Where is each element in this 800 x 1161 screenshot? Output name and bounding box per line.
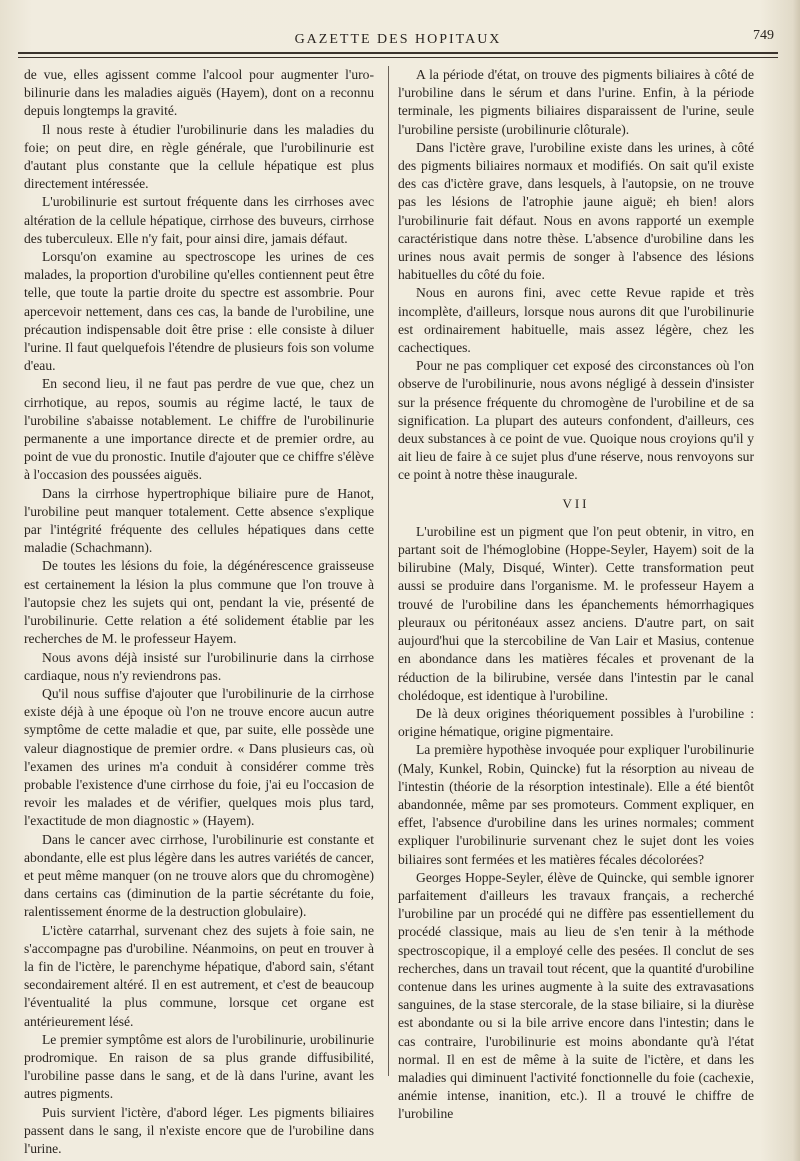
paragraph: Qu'il nous suffise d'ajouter que l'urobilinurie de la cirrhose existe déjà à une époque où l'on ne trouve encore aucun autre symptôme de cette maladie et que, par suite, elle possède une valeur diagnostique de premier ordre. « Dans plusieurs cas, où l'examen des urines m'a conduit à considérer comme très probable l'existence d'une cirrhose du foie, j'ai eu l'occasion de revoir les malades et de vérifier, quelques mois plus tard, l'exactitude de mon diagnostic » (Hayem). [24,685,374,829]
paragraph: En second lieu, il ne faut pas perdre de vue que, chez un cirrhotique, au repos, soumis au régime lacté, le taux de l'urobiline s'abaisse notablement. Le chiffre de l'urobilinurie permanente a une importance directe et de premier ordre, au point de vue du pronostic. Inutile d'ajouter que ce chiffre s'élève à l'occasion des poussées aiguës. [24,376,374,483]
paragraph: L'urobiline est un pigment que l'on peut obtenir, in vitro, en partant soit de l'hémoglobine (Hoppe-Seyler, Hayem) soit de la bilirubine (Maly, Disqué, Winter). Cette transformation peut aussi se produire dans l'organisme. M. le professeur Hayem a trouvé de l'urobiline dans les épanchements hémorrhagiques pleuraux ou péritonéaux assez anciens. D'autre part, on sait aujourd'hui que la stercobiline de Van Lair et Masius, contenue en abondance dans les matières fécales et provenant de la réduction de la bilirubine, versée dans l'intestin par le canal cholédoque, est identique à l'urobiline. [398,523,754,703]
left-column [24,66,374,1158]
paragraph: Dans le cancer avec cirrhose, l'urobilinurie est constante et abondante, elle est plus légère dans les autres variétés de cancer, et peut même manquer (on ne trouve alors que du chromogène) dans certains cas (diminution de la partie sécrétante du foie, ralentissement énorme de la destruction globulaire). [24,831,374,920]
paragraph: Dans la cirrhose hypertrophique biliaire pure de Hanot, l'urobiline peut manquer totalement. Cette absence s'explique par l'intégrité fréquente des cellules hépatiques dans cette maladie (Schachmann). [24,485,374,556]
paragraph: Pour ne pas compliquer cet exposé des circonstances où l'on observe de l'urobilinurie, nous avons négligé à dessein d'insister sur la présence fréquente du chromogène de l'urobiline et de sa signification. La plupart des auteurs confondent, d'ailleurs, ces deux substances à ce point de vue. Quoique nous croyions qu'il y ait lieu de faire à ce sujet plus d'une réserve, nous renvoyons sur ce point à notre thèse inaugurale. [398,358,754,483]
paragraph: A la période d'état, on trouve des pigments biliaires à côté de l'urobiline dans le sérum et dans l'urine. Enfin, à la période terminale, les pigments biliaires disparaissent de l'urine, seule l'urobiline persiste (urobilinurie clôturale). [398,67,754,137]
page-header [18,26,778,52]
paragraph: de vue, elles agissent comme l'alcool pour augmenter l'uro-bilinurie dans les maladies aiguës (Hayem), dont on a reconnu depuis longtemps la gravité. [24,67,374,119]
paragraph: Nous en aurons fini, avec cette Revue rapide et très incomplète, d'ailleurs, lorsque nous aurons dit que l'urobilinurie est ordinairement habituelle, mais assez légère, chez les cachectiques. [398,285,754,356]
page-edge [792,0,800,1161]
header-rule-thick [18,52,778,54]
paragraph: Puis survient l'ictère, d'abord léger. Les pigments biliaires passent dans le sang, il n'existe encore que de l'urobiline dans l'urine. [24,1104,374,1156]
journal-title: GAZETTE DES HOPITAUX [294,32,502,47]
paragraph: De là deux origines théoriquement possibles à l'urobiline : origine hématique, origine pigmentaire. [398,705,754,740]
paragraph: De toutes les lésions du foie, la dégénérescence graisseuse est certainement la lésion la plus commune que l'on trouve à l'autopsie chez les sujets qui ont, pendant la vie, présenté de l'urobilinurie. Cette relation a été solidement établie par les recherches de M. le professeur Hayem. [24,558,374,647]
paragraph: Nous avons déjà insisté sur l'urobilinurie dans la cirrhose cardiaque, nous n'y reviendrons pas. [24,649,374,683]
paragraph: Lorsqu'on examine au spectroscope les urines de ces malades, la proportion d'urobiline qu'elles contiennent peut être telle, que toute la partie droite du spectre est assombrie. Pour apercevoir nettement, dans ces cas, la bande de l'urobiline, une précaution indispensable doit être prise : elle consiste à diluer l'urine. Il faut quelquefois l'étendre de plusieurs fois son volume d'eau. [24,249,374,374]
paragraph: Le premier symptôme est alors de l'urobilinurie, urobilinurie prodromique. En raison de sa plus grande diffusibilité, l'urobiline passe dans le sang, et de là dans l'urine, avant les autres pigments. [24,1031,374,1102]
section-heading: VII [562,495,590,511]
paragraph: Il nous reste à étudier l'urobilinurie dans les maladies du foie; on peut dire, en règle générale, que l'urobilinurie est d'autant plus constante que la cellule hépatique est plus directement intéressée. [24,121,374,192]
paragraph: L'ictère catarrhal, survenant chez des sujets à foie sain, ne s'accompagne pas d'urobiline. Néanmoins, on peut en trouver à la fin de l'ictère, le parenchyme hépatique, d'abord sain, s'étant secondairement altéré. Il en est autrement, et c'est de beaucoup l'éventualité la plus commune, lorsque cet organe est antérieurement lésé. [24,922,374,1029]
column-divider [388,66,389,1076]
paragraph: Georges Hoppe-Seyler, élève de Quincke, qui semble ignorer parfaitement d'ailleurs les travaux français, a recherché l'urobiline par un procédé qui ne diffère pas essentiellement du procédé classique, mais au lieu de s'en tenir à la méthode spectroscopique, il a employé celle des pesées. Il conclut de ses recherches, dans un travail tout récent, que la quantité d'urobiline contenue dans les urines augmente à la suite des extravasations sanguines, de la stase stercorale, de la stase biliaire, si la diurèse est abondante ou si la bile arrive encore dans l'intestin; dans le cas contraire, l'urobilinurie est moins abondante qu'à l'état normal. Il en est de même à la suite de l'ictère, et dans les maladies qui diminuent l'activité fonctionnelle du foie (cachexie, anémie intense, inanition, etc.). Il a trouvé le chiffre de l'urobiline [398,869,754,1122]
paragraph: La première hypothèse invoquée pour expliquer l'urobilinurie (Maly, Kunkel, Robin, Quincke) fut la résorption au niveau de l'intestin (théorie de la résorption intestinale). Elle a été bientôt abandonnée, même par ses promoteurs. Comment expliquer, en effet, l'absence d'urobiline dans les urines normales; comment expliquer l'urobilinurie survenant chez le sujet dont les voies biliaires sont fermées et les matières fécales décolorées? [398,742,754,867]
paragraph: L'urobilinurie est surtout fréquente dans les cirrhoses avec altération de la cellule hépatique, cirrhose des buveurs, cirrhose des tuberculeux. Elle n'y fait, pour ainsi dire, jamais défaut. [24,194,374,246]
header-rule-thin [18,57,778,58]
page-number: 749 [753,28,774,43]
paragraph: Dans l'ictère grave, l'urobiline existe dans les urines, à côté des pigments biliaires normaux et modifiés. On sait qu'il existe des cas d'ictère grave, dans lesquels, à l'autopsie, on ne trouve pas les lésions de l'atrophie jaune aiguë; eh bien! alors l'urobilinurie fait défaut. Nous en avons rapporté un exemple caractéristique dans notre thèse. L'absence d'urobiline dans les urines nous avait permis de songer à l'absence des lésions habituelles du côté du foie. [398,139,754,283]
right-column [398,66,754,1124]
